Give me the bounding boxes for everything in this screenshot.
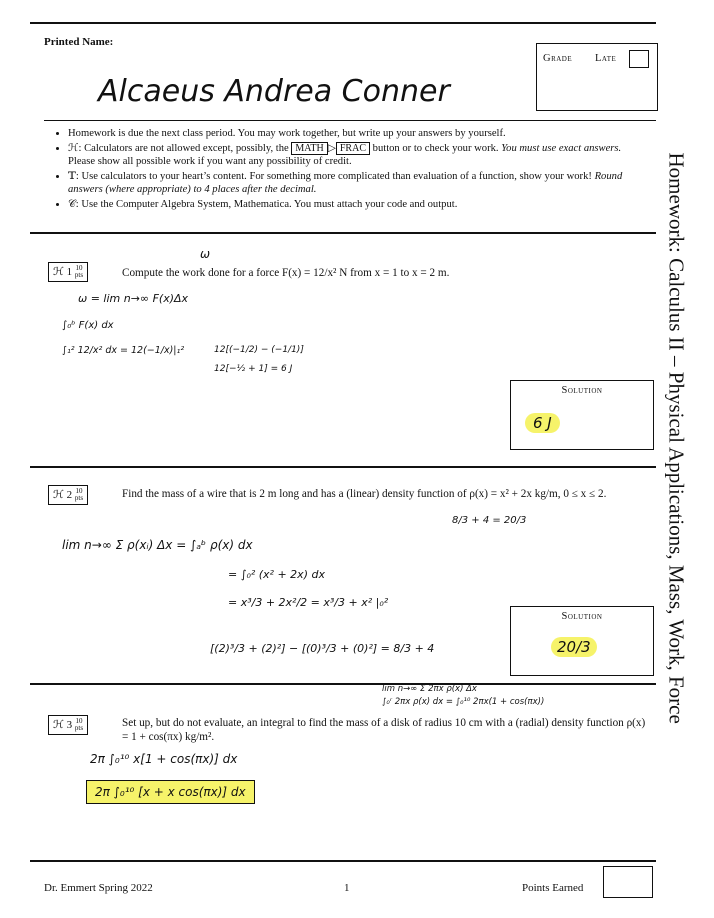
- q1-work-line: 12[(−1/2) − (−1/1)]: [214, 345, 304, 355]
- q1-work-line: ∫₁² 12/x² dx = 12(−1/x)|₁²: [62, 345, 185, 356]
- q2-bottom-rule: [30, 683, 656, 685]
- instruction-prefix: ℋ:: [68, 142, 85, 154]
- question-number: ℋ 2: [53, 489, 73, 501]
- instruction-text: Homework is due the next class period. You may work together, but write up your answers by yourself.: [68, 128, 506, 139]
- late-label: Late: [595, 53, 617, 64]
- points-value: 10: [75, 264, 83, 273]
- question-2-answer[interactable]: 20/3: [551, 637, 597, 657]
- frac-key-label: FRAC: [336, 142, 370, 155]
- q1-work-line: ∫₀ᵇ F(x) dx: [62, 320, 114, 331]
- q2-work-line: = ∫₀² (x² + 2x) dx: [228, 568, 325, 581]
- question-number: ℋ 3: [53, 719, 73, 731]
- grade-box: [536, 43, 658, 111]
- q3-work-line: 2π ∫₀¹⁰ x[1 + cos(πx)] dx: [90, 752, 238, 766]
- q3-work-top: ∫₀ʳ 2πx ρ(x) dx = ∫₀¹⁰ 2πx(1 + cos(πx)): [382, 697, 545, 707]
- q1-work-above: ω: [200, 247, 211, 261]
- instruction-prefix: 𝕋:: [68, 170, 82, 182]
- q1-work-line: 12[−½ + 1] = 6 J: [214, 364, 293, 374]
- q2-side-note: 8/3 + 4 = 20/3: [452, 515, 527, 526]
- instruction-text: Please show all possible work if you want any possibility of credit.: [68, 156, 352, 168]
- question-2-text: Find the mass of a wire that is 2 m long and has a (linear) density function of ρ(x) = x² + 2x kg/m, 0 ≤ x ≤ 2.: [122, 488, 607, 500]
- top-rule: [30, 22, 656, 24]
- instruction-italic: You must use exact answers.: [501, 142, 622, 154]
- points-value: 10: [75, 487, 83, 496]
- question-2-tag: [48, 485, 88, 505]
- instruction-prefix: 𝒞:: [68, 198, 82, 210]
- late-checkbox[interactable]: [629, 50, 649, 68]
- question-number: ℋ 1: [53, 266, 73, 278]
- q2-work-line: = x³/3 + 2x²/2 = x³/3 + x² |₀²: [228, 596, 389, 609]
- question-1-tag: [48, 262, 88, 282]
- arrow-icon: ▷: [327, 142, 336, 154]
- instructions-top-rule: [44, 120, 656, 121]
- instruction-text: Use the Computer Algebra System, Mathematica. You must attach your code and output.: [81, 198, 458, 210]
- q3-work-top: lim n→∞ Σ 2πx ρ(x) Δx: [382, 684, 477, 694]
- q1-bottom-rule: [30, 466, 656, 468]
- question-1-text: Compute the work done for a force F(x) = 12/x² N from x = 1 to x = 2 m.: [122, 267, 450, 279]
- instruction-item: [68, 170, 650, 197]
- math-key-label: MATH: [291, 142, 327, 155]
- q2-work-line: [(2)³/3 + (2)²] − [(0)³/3 + (0)²] = 8/3 + 4: [210, 642, 435, 655]
- side-title: Homework: Calculus II – Physical Applications, Mass, Work, Force: [664, 152, 689, 724]
- points-unit: pts: [74, 494, 84, 503]
- points-earned-label: Points Earned: [522, 882, 584, 894]
- points-earned-box[interactable]: [603, 866, 653, 898]
- instruction-italic: Round answers (where appropriate) to 4 places after the decimal.: [68, 170, 623, 196]
- points-unit: pts: [74, 271, 84, 280]
- question-2-solution-box: [510, 606, 654, 676]
- instruction-text: Calculators are not allowed except, possibly, the: [84, 142, 289, 154]
- instruction-item: [68, 127, 650, 141]
- printed-name-label: Printed Name:: [44, 36, 114, 48]
- instruction-item: [68, 198, 650, 212]
- q3-boxed-answer[interactable]: 2π ∫₀¹⁰ [x + x cos(πx)] dx: [86, 780, 255, 804]
- grade-label: Grade: [543, 53, 573, 64]
- instructions: [50, 127, 650, 213]
- q1-work-line: ω = lim n→∞ F(x)Δx: [78, 292, 189, 305]
- points-unit: pts: [74, 724, 84, 733]
- instruction-item: [68, 142, 650, 169]
- question-1-answer[interactable]: 6 J: [525, 413, 560, 433]
- question-3-tag: [48, 715, 88, 735]
- instruction-text: Use calculators to your heart’s content. For something more complicated than evaluation of a function, show your work!: [81, 170, 592, 182]
- student-name[interactable]: Alcaeus Andrea Conner: [98, 74, 450, 109]
- instruction-text: button or to check your work.: [372, 142, 499, 154]
- footer-page-number: 1: [344, 882, 350, 894]
- q2-work-line: lim n→∞ Σ ρ(xᵢ) Δx = ∫ₐᵇ ρ(x) dx: [62, 538, 253, 552]
- question-3-text: Set up, but do not evaluate, an integral to find the mass of a disk of radius 10 cm with a (radial) density function ρ(x) = 1 + cos(πx) kg/m².: [122, 717, 646, 743]
- solution-label: Solution: [561, 385, 603, 396]
- solution-label: Solution: [561, 611, 603, 622]
- instructions-bottom-rule: [30, 232, 656, 234]
- points-value: 10: [75, 717, 83, 726]
- footer-instructor: Dr. Emmert Spring 2022: [44, 882, 153, 894]
- footer-rule: [30, 860, 656, 862]
- question-1-solution-box: [510, 380, 654, 450]
